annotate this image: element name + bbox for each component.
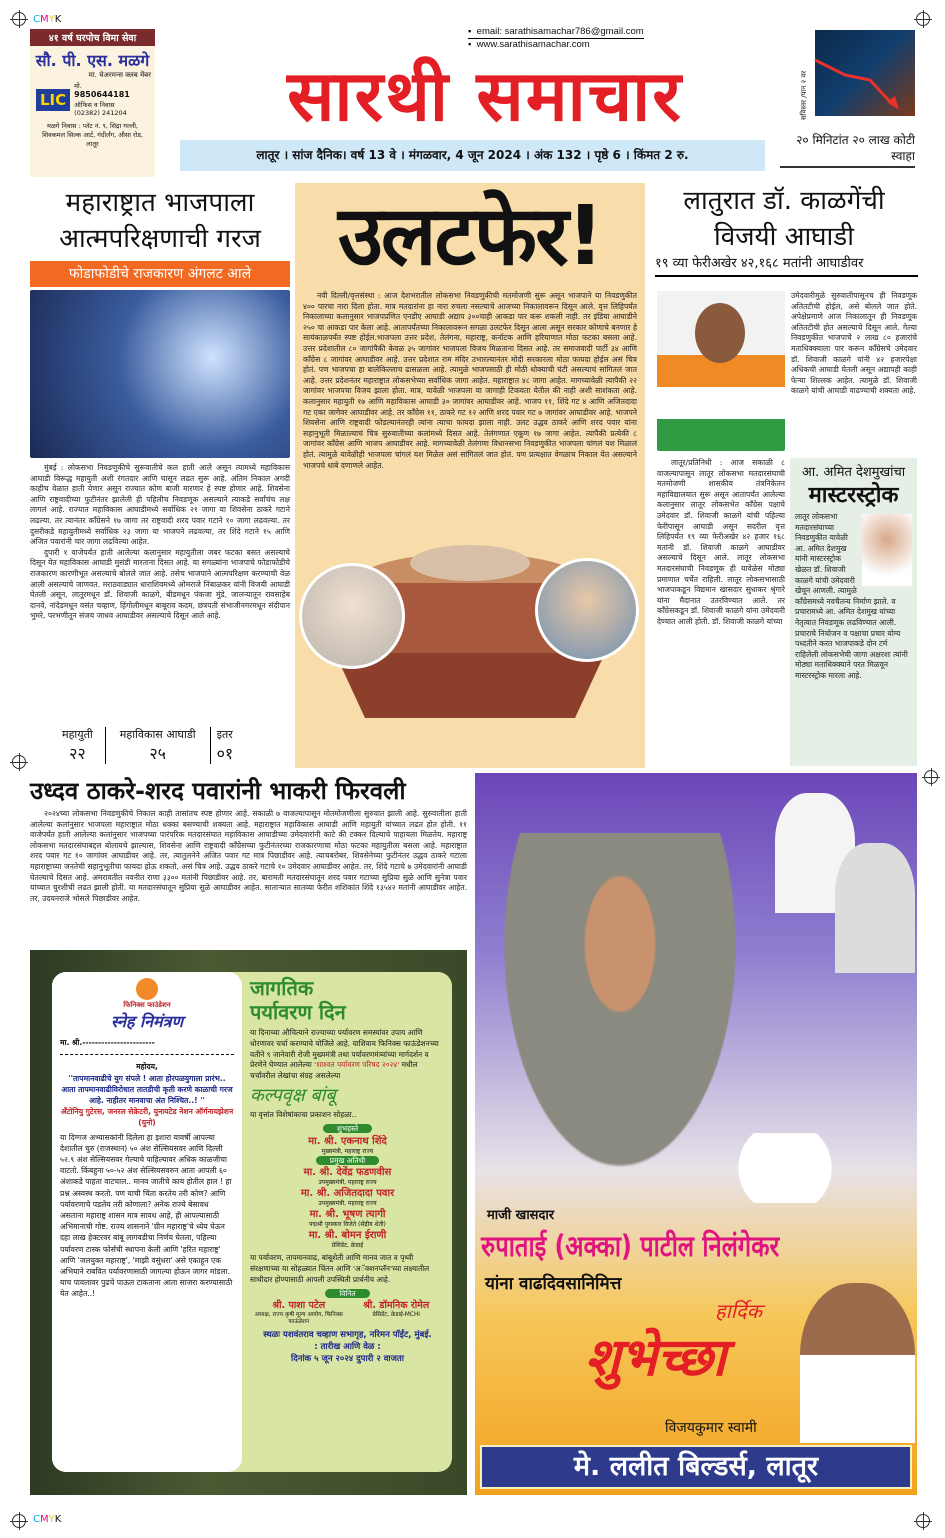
website: www.sarathisamachar.com — [476, 39, 590, 50]
bottom-headline[interactable]: उध्दव ठाकरे-शरद पवारांनी भाकरी फिरवली — [30, 777, 406, 805]
deshmukh-photo — [862, 514, 912, 586]
ad-title-1: जागतिक — [250, 976, 314, 1000]
lic-contact: मो. 9850644181 ऑफिस व निवास (02382) 241204 — [74, 82, 130, 118]
guest-name: मा. श्री. अजितदादा पवार — [300, 1188, 395, 1200]
section-pill: शुभहस्ते — [323, 1124, 372, 1133]
event-date: दिनांक ५ जून २०२४ दुपारी २ वाजता — [291, 1353, 404, 1364]
registration-mark — [12, 755, 26, 769]
rahul-photo — [535, 558, 639, 662]
lic-ad-sub: मा. चेअरमन्स क्लब मेंबर — [88, 71, 151, 79]
event-panel — [250, 976, 445, 1470]
recipient-line: मा. श्री.----------------------- — [60, 1038, 155, 1048]
dateline: लातूर । सांज दैनिक। वर्ष 13 वे । मंगळवार, 4 जून 2024 । अंक 132 । पृष्ठे 6 । किंमत 2 रु. — [180, 140, 765, 171]
masthead-title: सारथी समाचार — [287, 54, 683, 137]
chief-guest-name: मा. श्री. एकनाथ शिंदे — [308, 1135, 387, 1147]
bottom-story — [30, 775, 467, 943]
venue-block: स्थळः यशवंतराव चव्हाण सभागृह, नरिमन पॉईंट, मुंबई. : तारीख आणि वेळ : दिनांक ५ जून २०२४ दुपारी २ वाजता — [250, 1329, 445, 1365]
book-title: कल्पवृक्ष बांबू — [250, 1084, 336, 1106]
venue: स्थळः यशवंतराव चव्हाण सभागृह, नरिमन पॉईंट, मुंबई. — [263, 1329, 432, 1340]
seat-tally: महायुती २२ महाविकास आघाडी २५ इतर ०१ — [50, 727, 239, 764]
environment-day-ad — [30, 950, 467, 1495]
wish-2: शुभेच्छा — [585, 1327, 726, 1388]
market-crash-image — [815, 30, 915, 116]
center-story-body: नवी दिल्ली/वृत्तसंस्था : आज देशभरातील लोकसभा निवडणुकीची मतमोजणी सुरू असून भाजपाने या निवडणुकीत ४०० पारचा नारा दिला होता. मात्र मतदारांना हा नारा रुचला नसल्याचे आजच्या निकालावरून दिसून आले. वृत्त लिहिपर्यंत निकालाच्या कलानुसार भाजपप्रणित एनडीए आघाडी अद्याप ३००चाही आकडा पार करू शकली नाही. तर इंडिया आघाडीने २५० चा आकडा पार केला आहे. आतापर्यंतच्या निकालावरून सगळा उलटफेर दिसून आला असून सरकार कोणाचे बनणार हे सायंकाळपर्यंत स्पष्ट होईल.भाजपला उत्तर प्रदेश, तेलंगना, महाराष्ट्र, कर्नाटक आणि हरियाणात मोठा फटका बसला आहे. उत्तर प्रदेशातील ८० जागांपैकी केवळ ३५ जागांवर भाजपला विजय मिळताना दिसत आहे. तर समाजवादी पार्टी ३४ आणि काँग्रेस ८ जागांवर आघाडीवर आहे. उत्तर प्रदेशात राम मंदिर उभारल्यानंतर मोदी सरकारला मोठा फायदा होईल असं चित्र होतं. पण भाजपचा हा बालेकिल्लाच ढासळला आहे. त्यामुळे भाजपसाठी ही मोठी धोक्याची घंटी असल्याचं सांगितलं जात आहे. उत्तर प्रदेशनंतर महाराष्ट्रात लोकसभेच्या सर्वाधिक जागा आहेत. महाराष्ट्रात ४८ जागा आहेत. मागच्यावेळी त्यापैकी २२ जागांवर भाजपचा विजय झाला होता. मात्र, यावेळी भाजपला या जागाही टिकवता येतील की नाही अशी साशंकता आहे. कलानुसार महायुती १७ आणि महाविकास आघाडी ३० जागांवर आघाडीवर आहे. भाजप ११, शिंदे गट ४ आणि अजितदादा गट एका जागेवर आघाडीवर आहे. तर काँग्रेस ११, ठाकरे गट १२ आणि शरद पवार गट ७ जागांवर आघाडीवर आहे. भाजपने शिवसेना आणि राष्ट्रवादी फोडल्यानंतरही त्यांना त्याचा फायदा झाला नाही. उलट उद्धव ठाकरे आणि शरद पवार यांना सहानुभूती मिळाल्याचं चित्र सुरुवातीच्या कलांमध्ये दिसत आहे. तेलंगणात एकूण १७ जागा आहेत. त्यापैकी प्रत्येकी ८ जागांवर काँग्रेस आणि भाजप आघाडीवर आहे. मागच्यावेळी तेलंगणा विधानसभा निवडणुकीत भाजपला चांगलं यश मिळालं होतं. त्यामुळे यावेळीही भाजपला चांगलं यश मिळेल असं सांगितलं जात होतं. पण प्रत्यक्षात वेगळाच निकाल येत असल्याने भाजपचे धाबे दणाणले आहेत. — [303, 291, 637, 470]
right-headline[interactable]: लातुरात डॉ. काळगेंची विजयी आघाडी — [683, 186, 885, 252]
bday-line: यांना वाढदिवसानिमित्त — [485, 1274, 622, 1294]
masterstroke-body: लातूर लोकसभा मतदारसंघाच्या निवडणुकीत यावेळी आ. अमित देशमुख यांनी मास्टरस्ट्रोक खेळत डॉ. शिवाजी काळगे यांची उमेदवारी खेचून आणली. त्यामुळे काँग्रेसमध्ये नवचैतन्य निर्माण झाले. व प्रचारामध्ये आ. अमित देशमुख यांच्या नेतृत्वात निवडणूक लढविण्यात आली. प्रचाराचे नियोजन व पक्षाचा प्रचार योग्य पध्दतीने करत भाजपाकडे दोन टर्म राहिलेली लोकसभेची जागा अक्षरशः त्यांनी मोठ्या मताधिक्क्याने परत मिळवून मास्टरस्ट्रोक मारला आहे. — [795, 512, 908, 680]
section-pill: विनित — [325, 1289, 369, 1298]
registration-mark — [12, 1514, 26, 1528]
right-subhead: १९ व्या फेरीअखेर ४२,१६८ मतांनी आघाडीवर — [655, 255, 918, 277]
left-story — [30, 185, 290, 725]
quote-author: अँटोनियु गुटेरस, जनरल सेक्रेटरी, युनायटेड नेशन ऑर्गनायझेशन (युनो) — [60, 1107, 234, 1128]
builder-banner: मे. ललीत बिल्डर्स, लातूर — [480, 1445, 912, 1489]
vijaykumar-photo — [800, 1283, 915, 1443]
modi-photo — [299, 563, 405, 669]
left-subhead: फोडाफोडीचे राजकारण अंगलट आले — [30, 261, 290, 287]
masterstroke-box — [790, 458, 917, 766]
contact-info: ▪ email: sarathisamachar786@gmail.com ▪ www.sarathisamachar.com — [468, 26, 644, 50]
right-story-header — [650, 183, 918, 277]
salutation: महोदय, — [136, 1062, 158, 1072]
appeal-text: या पर्यावरण, तापमानवाढ, बांबूशेती आणि मानव जात व पृथ्वी संरक्षणाच्या या सोहळ्यात चिंतन आणि 'अॅक्शनप्लॅन'च्या लक्ष्यातील साथीदार होण्यासाठी आपली उपस्थिती प्रार्थनीय आहे. — [250, 1253, 430, 1284]
center-headline[interactable]: उलटफेर! — [337, 189, 603, 284]
hosts: श्री. पाशा पटेल अध्यक्ष, राज्य कृषी मूल्य आयोग, फिनिक्स फाऊंडेशन श्री. डॉमनिक रोमेल प्रेसिडेंट, क्रेडाई-MCHI — [250, 1300, 445, 1326]
kalge-photo — [657, 291, 785, 451]
registration-mark — [12, 12, 26, 26]
host-name: श्री. पाशा पटेल — [272, 1299, 326, 1311]
cmyk-mark: CMYK — [33, 1514, 62, 1525]
right-col-top: उमेदवारीमुळे सुरुवातीपासूनच ही निवडणूक अतितटीची होईल, असे बोलले जात होते. अपेक्षेप्रमाणे आज निकालातून ही निवडणूक अतितटीची होत असल्याचे दिसून आले. गेल्या निवडणुकीत भाजपाचे २ लाख ८० हजारांचे मताधिक्क्याला पार करून काँग्रेसचे उमेदवार डॉ. शिवाजी काळगे यांनी ४२ हजारपेक्षा अधिकची आघाडी घेतली असून अद्यापही काही फेऱ्या शिल्लक आहेत. त्यामुळे डॉ. शिवाजी काळगे यांची आघाडी वाढण्याची शक्यता आहे. — [791, 291, 917, 396]
bottom-story-body: २०२४च्या लोकसभा निवडणुकीचे निकाल काही तासांतच स्पष्ट होणार आहे. सकाळी ७ वाजल्यापासून मोतमोजणीला सुरुवात झाली आहे. सुरुवातीला हाती आलेल्या कलांनुसार भाजपला महाराष्ट्रात मोठा धक्का बसण्याची शक्यता आहे. महाराष्ट्रात महाविकास आघाडी आणि महायुती यांच्यात लढत होत होती. ११ वाजेपर्यंत हाती आलेल्या कलांनुसार भाजपच्या पारंपरिक मतदारसंघात महाविकास आघाडीच्या उमेदवारांनी काटे की टक्कर दिल्याचे पाहायला मिळतेय. महाराष्ट्र लोकसभा मतदारसंघाबद्दल बोलायचे झाल्यास, शिवसेना आणि राष्ट्रवादी काँग्रेसच्या फुटीनंतरच्या राजकारणाचा मोठा फटका महायुतीला बसला आहे. महाराष्ट्रात शरद पवार गट १० जागांवर आघाडीवर आहे. तर, त्यातुलनेने अजित पवार गट मात्र पिछाडीवर आहे. त्याचबरोबर, शिवसेनेच्या फुटीनंतर उद्धव ठाकरे गटाला महाराष्ट्राच्या जनतेची सहानुभूतीचा फायदा होऊ शकतो, असं चित्र आहे. उद्धव ठाकरे गटाचे १० उमेदवार आघाडीवर आहेत. तर, शिंदे गटाचे ७ उमेदवारांनी आघाडी घेतल्याचे दिसत आहे. अमरावतीत नवनीत राणा ३३०० मतांनी पिछाडीवर आहे. तर, बारामती मतदारसंघातून शरद पवार गटाच्या सुप्रिया सुळे आणि सुनेत्रा पवार यांच्यात चुरशीची लढत झाली होती. या मतदारसंघातून सुप्रिया सुळे आघाडीवर आहेत. साताऱ्यात सातव्या फेरीत शशिकांत शिंदे १३५४२ मतांनी आघाडीवर आहेत. तर, उदयनराजे भोसले पिछाडीवर आहेत. — [30, 809, 467, 903]
masterstroke-kicker: आ. अमित देशमुखांचा — [801, 465, 906, 480]
lic-ad — [30, 29, 155, 177]
bday-kicker: माजी खासदार — [487, 1208, 555, 1223]
launch-line: या वृत्तांत विशेषांकाचा प्रकाशन सोहळा.. — [250, 1109, 357, 1119]
ad-title-2: पर्यावरण दिन — [250, 1000, 346, 1024]
email: email: sarathisamachar786@gmail.com — [476, 26, 644, 37]
org-name: फिनिक्स फाउंडेशन — [123, 1001, 171, 1009]
right-col-bottom: लातूर/प्रतिनिधी : आज सकाळी ८ वाजल्यापासून लातूर लोकसभा मतदारसंघाची मतमोजणी शासकीय तंत्रनिकेतन महाविद्यालयात सुरू असून आतापर्यंत आलेल्या कलानुसार लातूर लोकसभेत काँग्रेस पक्षाचे उमेदवार डॉ. शिवाजी काळगे यांची पहिल्या फेरीपासून आघाडी असून सदरील वृत्त लिहिपर्यंत १९ व्या फेरीअखेर ४२ हजार १६८ मतांनी डॉ. शिवाजी काळगे आघाडीवर असल्याचे दिसून आले. लातूर लोकसभा मतदारसंघाची निवडणूक ही यावेळेस मोठ्या प्रमाणात चर्चेत राहिली. लातूर लोकसभासाठी भाजपाकडून विद्यमान खासदार सुधाकर श्रृंगारे यांना मैदानात उतरविण्यात आले. तर काँग्रेसकडून डॉ. शिवाजी काळगे यांना उमेदवारी देण्यात आली होती. डॉ. शिवाजी काळगे यांच्या — [657, 458, 785, 626]
tally-value: २२ — [69, 744, 86, 763]
registration-mark — [916, 12, 930, 26]
phoenix-logo — [136, 978, 158, 1000]
side-headline[interactable]: २० मिनिटांत २० लाख कोटी स्वाहा — [780, 132, 915, 168]
guest-list: शुभहस्ते मा. श्री. एकनाथ शिंदे मुख्यमंत्री, महाराष्ट्र राज्य प्रमुख अतिथी मा. श्री. देवेंद्र फडणवीस उपमुख्यमंत्री, महाराष्ट्र राज्य मा. श्री. अजितदादा पवार उपमुख्यमंत्री, महाराष्ट्र राज्य मा. श्री. भूषण त्यागी पद्मश्री पुरस्कार विजेते (सेंद्रीय शेती) मा. श्री. बोमन ईराणी प्रेसिडेंट, क्रेडाई — [250, 1124, 445, 1251]
frangipani-flowers — [675, 1133, 895, 1203]
tally-value: ०१ — [216, 744, 234, 763]
birthday-ad — [475, 773, 917, 1495]
side-caption: सविस्तर /पान २ वर — [800, 70, 808, 120]
masterstroke-headline[interactable]: मास्टरस्ट्रोक — [808, 483, 899, 508]
left-story-body: मुंबई : लोकसभा निवडणुकीचे सुरूवातीचे कल हाती आले असून त्यामध्ये महाविकास आघाडी विरूद्ध महायुती अशी रंगतदार आणि घासून लढत सुरू आहे. अंतिम निकाल अगदी काहीच वेळात हाती येणार असून राज्यात कोण बाजी मारणार हे स्पष्ट होणार आहे. शिवसेना आणि राष्ट्रवादीच्या फुटीनंतर झालेली ही पहिलीच निवडणूक असल्याने त्याकडे सर्वांचंच लक्ष लागलं आहे. राज्यात महाविकास आघाडीमध्ये सर्वाधिक २१ जागा या शिवसेना ठाकरे गटाने लढल्या. तर त्यानंतर काँग्रेसने १७ जागा तर राष्ट्रवादी शरद पवार गटाने १० जागा लढवल्या. तर दुसरीकडे महायुतीमध्ये सर्वाधिक २३ जागा या भाजपने लढवल्या, तर शिंदे गटाने १५ आणि अजित पवारांनी चार जागा लढविल्या आहेत. दुपारी १ वाजेपर्यंत हाती आलेल्या कलानुसार महायुतीला जबर फटका बसत असल्याचे दिसून येत महाविकास आघाडी मुसंडी मारताना दिसत आहे. या सगळ्यांना भाजपाचे फोडाफोडीचे राजकारण कारणीभूत असल्याचे बोलले जात आहे. तसेच भाजपाने आत्मपरिक्षण करण्याची वेळ आली असल्याचे जाणवत. मराठवाड्यात धाराशिवमध्ये ओमराजे निंबाळकर यांनी विजयी आघाडी घेतली असून, लातूरमधून डॉ. शिवाजी काळगे, बीडमधून पंकजा मुंडे, जालन्यातून रावसाहेब दानवे, नांदेडमधून वसंत चव्हाण, हिंगोलीमधून बाबूराव कदम, छत्रपती संभाजीनगरमधून संदीपान भुमरे, परभणीतून संजय जाधव आघाडीवर असल्याचे दिसून आले आहे. — [30, 463, 290, 621]
lic-ad-name: सौ. पी. एस. मळगे — [35, 51, 150, 70]
registration-mark — [916, 1514, 930, 1528]
bday-from: विजयकुमार स्वामी — [665, 1420, 757, 1436]
supporter-photo — [835, 843, 915, 973]
section-pill: प्रमुख अतिथी — [316, 1156, 379, 1165]
bday-name: रुपाताई (अक्का) पाटील निलंगेकर — [481, 1229, 780, 1263]
letter-text: या दिग्गज अभ्यासकांनी दिलेला हा इशारा यावर्षी आपल्या देशातील चुरु (राजस्थान) ५० अंश सेल्सियसवर आणि दिल्ली ५२.९ अंश सेल्सियसवर गेल्याचे पाहिल्यावर अधिक काळजीचा वाटतो. किंबहुना ५०-५२ अंश सेल्सियसवरुन आता आपली ६० अंशाकडे पाहता वाटचाल.. मानव जातीचे काय होतील हाल ! हा प्रश्न अस्वस्थ करतो. पण याची चिंता करतेय तरी कोण? आणि पर्यावरणाचे पडलेय तरी कोणाला? अनेक राज्ये बेसावध असताना महाराष्ट्र शासन मात्र सावध आहे, ही आपल्यासाठी अभिमानाची गोष्ट. राज्य शासनाने 'ग्रीन महाराष्ट्र'चे ध्येय घेऊन दहा लाख हेक्टरवर बांबू लागवडीचा निर्णय घेतला, पहिल्या पर्यावरण टास्क फोर्सची स्थापना केली आणि 'हरित महाराष्ट्र' आणि 'जलयुक्त महाराष्ट्र', 'माझी वसुंधरा' असे एकाहून एक अभियाने राबवित पर्यावरणासाठी जागल्या होऊन जागर मांडला. याच पावलावर पुढचे पाऊल टाकताना आता साजरा करण्यासाठी येत आहेत..! — [60, 1132, 233, 1299]
guest-name: मा. श्री. बोमन ईराणी — [308, 1230, 387, 1242]
tally-value: २५ — [149, 744, 166, 763]
lic-logo: LIC — [36, 89, 70, 111]
politicians-collage-image — [30, 290, 290, 458]
lic-phone: 9850644181 — [74, 90, 130, 100]
lic-address: मळगे निवास : प्लॅट नं. ९, सिद्रा गल्ली, शिवकमल सिल्क आर्ट, गंदीर्लंग, औसा रोड, लातूर — [42, 121, 143, 148]
intro-text: या दिनाच्या औचित्याने राज्याच्या पर्यावरण समस्यांवर उपाय आणि धोरणावर चर्चा करण्याचे योजिले आहे. याशिवाय फिनिक्स फाऊंडेशनच्या वतीने ९ जानेवारी रोजी मुख्यमंत्री तथा पर्यावरणमंत्र्यांच्या मार्गदर्शन व प्रेरणेने घेण्यात आलेल्या 'शाश्वत पर्यावरण परिषद २०२४' मधील चर्चांवरील लेखांचा संग्रह असलेल्या — [250, 1028, 439, 1081]
center-story — [295, 183, 645, 768]
guest-name: मा. श्री. भूषण त्यागी — [309, 1209, 386, 1221]
invite-title: स्नेह निमंत्रण — [110, 1012, 184, 1032]
guest-name: मा. श्री. देवेंद्र फडणवीस — [303, 1167, 392, 1179]
quote: ''तापमानवाढीचे युग संपले ! आता होरपळयुगाला प्रारंभ.. आता तापमानवाढीविरोधात तातडीची कृती करणे काळाची गरज आहे. नाहीतर मानवाचा अंत निश्चित..! '' — [61, 1073, 233, 1106]
host-name: श्री. डॉमनिक रोमेल — [363, 1299, 430, 1311]
cmyk-mark: CMYK — [33, 14, 62, 25]
left-headline[interactable]: महाराष्ट्रात भाजपाला आत्मपरिक्षणाची गरज — [59, 188, 261, 254]
lic-ad-tagline: ४१ वर्ष घरपोच विमा सेवा — [30, 29, 155, 46]
registration-mark — [924, 770, 938, 784]
invitation-panel — [52, 972, 242, 1472]
wish-1: हार्दिक — [715, 1299, 762, 1323]
